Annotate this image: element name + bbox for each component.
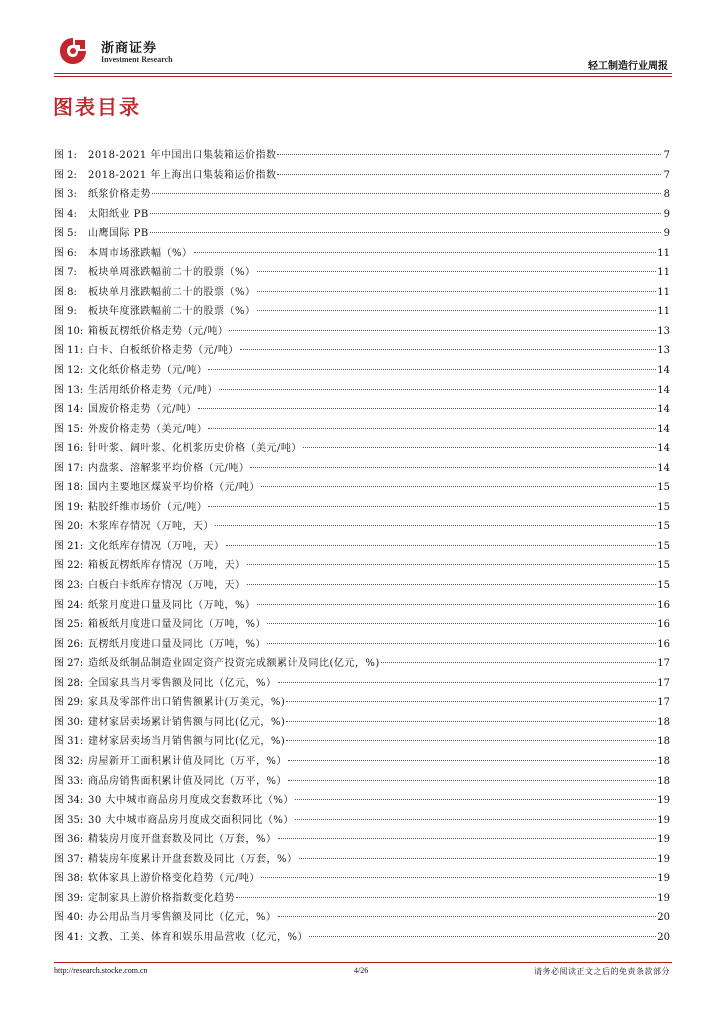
toc-entry-label: 图 7: bbox=[54, 267, 77, 279]
toc-entry[interactable] bbox=[54, 635, 670, 655]
toc-entry-label: 图 28: bbox=[54, 677, 84, 689]
toc-entry[interactable] bbox=[54, 732, 670, 752]
toc-entry-leader bbox=[198, 408, 656, 409]
toc-entry-label: 图 9: bbox=[54, 306, 77, 318]
toc-entry-title: 山鹰国际 PB bbox=[88, 228, 149, 240]
toc-entry-leader bbox=[208, 428, 656, 429]
toc-entry-leader bbox=[295, 819, 656, 820]
toc-entry[interactable] bbox=[54, 263, 670, 283]
toc-entry-leader bbox=[208, 369, 656, 370]
toc-entry-title: 国内主要地区煤炭平均价格（元/吨） bbox=[88, 482, 260, 494]
toc-entry[interactable] bbox=[54, 654, 670, 674]
toc-entry[interactable] bbox=[54, 772, 670, 792]
toc-entry-leader bbox=[299, 858, 657, 859]
toc-entry-page: 17 bbox=[657, 697, 670, 709]
toc-entry-title: 本周市场涨跌幅（%） bbox=[88, 247, 193, 259]
toc-entry-title: 软体家具上游价格变化趋势（元/吨） bbox=[88, 873, 260, 885]
toc-entry-label: 图 19: bbox=[54, 501, 84, 513]
toc-entry-page: 15 bbox=[657, 501, 670, 513]
toc-entry-title: 2018-2021 年中国出口集装箱运价指数 bbox=[88, 150, 277, 161]
toc-entry[interactable] bbox=[54, 830, 670, 850]
toc-entry-page: 18 bbox=[657, 755, 670, 767]
toc-entry-title: 建材家居卖场累计销售额与同比(亿元，%) bbox=[88, 716, 286, 728]
page-header bbox=[54, 34, 670, 74]
toc-entry-label: 图 34: bbox=[54, 795, 84, 807]
toc-entry[interactable] bbox=[54, 928, 670, 948]
company-name-en: Investment Research bbox=[101, 55, 173, 64]
toc-entry-title: 外废价格走势（美元/吨） bbox=[88, 423, 208, 435]
toc-entry-leader bbox=[257, 310, 657, 311]
toc-entry-leader bbox=[150, 213, 661, 214]
toc-entry-label: 图 31: bbox=[54, 736, 84, 748]
toc-entry-page: 13 bbox=[657, 325, 670, 337]
toc-entry-page: 19 bbox=[657, 892, 670, 904]
toc-entry[interactable] bbox=[54, 205, 670, 225]
toc-entry-page: 9 bbox=[663, 208, 670, 220]
toc-entry-label: 图 20: bbox=[54, 521, 84, 533]
toc-entry-label: 图 23: bbox=[54, 580, 84, 592]
toc-entry-leader bbox=[247, 564, 657, 565]
toc-entry-page: 19 bbox=[657, 873, 670, 885]
toc-entry-title: 30 大中城市商品房月度成交套数环比（%） bbox=[88, 795, 294, 807]
toc-entry-label: 图 16: bbox=[54, 443, 84, 455]
toc-entry-page: 20 bbox=[657, 912, 670, 924]
toc-entry-label: 图 12: bbox=[54, 365, 84, 377]
toc-entry-title: 精装房年度累计开盘套数及同比（万套，%） bbox=[88, 853, 298, 865]
toc-entry-title: 内盘浆、溶解浆平均价格（元/吨） bbox=[88, 462, 250, 474]
toc-entry-page: 7 bbox=[663, 150, 670, 161]
toc-entry[interactable] bbox=[54, 244, 670, 264]
toc-entry-leader bbox=[261, 486, 656, 487]
page-number: 4/26 bbox=[354, 966, 369, 975]
section-title: 图表目录 bbox=[53, 95, 141, 119]
toc-entry-title: 办公用品当月零售额及同比（亿元，%） bbox=[88, 912, 277, 924]
toc-entry[interactable] bbox=[54, 693, 670, 713]
toc-entry[interactable] bbox=[54, 381, 670, 401]
toc-entry[interactable] bbox=[54, 400, 670, 420]
toc-entry-page: 14 bbox=[657, 384, 670, 396]
toc-entry-label: 图 25: bbox=[54, 619, 84, 631]
toc-entry-page: 19 bbox=[657, 853, 670, 865]
toc-entry[interactable] bbox=[54, 341, 670, 361]
toc-entry-label: 图 17: bbox=[54, 462, 84, 474]
toc-entry-title: 房屋新开工面积累计值及同比（万平，%） bbox=[88, 755, 288, 767]
toc-entry-page: 19 bbox=[657, 834, 670, 846]
toc-entry-page: 15 bbox=[657, 482, 670, 494]
toc-entry-title: 板块单月涨跌幅前二十的股票（%） bbox=[88, 286, 256, 298]
toc-entry-title: 瓦楞纸月度进口量及同比（万吨，%） bbox=[88, 638, 267, 650]
toc-entry[interactable] bbox=[54, 302, 670, 322]
toc-entry[interactable] bbox=[54, 283, 670, 303]
toc-entry-page: 15 bbox=[657, 540, 670, 552]
toc-entry[interactable] bbox=[54, 478, 670, 498]
toc-entry-leader bbox=[257, 604, 657, 605]
toc-entry-leader bbox=[250, 467, 656, 468]
toc-entry-page: 20 bbox=[657, 931, 670, 943]
toc-entry-leader bbox=[257, 291, 657, 292]
toc-entry-page: 14 bbox=[657, 423, 670, 435]
toc-entry[interactable] bbox=[54, 224, 670, 244]
toc-entry-page: 18 bbox=[657, 716, 670, 728]
toc-entry-label: 图 3: bbox=[54, 189, 77, 201]
toc-entry[interactable] bbox=[54, 556, 670, 576]
toc-entry[interactable] bbox=[54, 615, 670, 635]
toc-entry-label: 图 18: bbox=[54, 482, 84, 494]
toc-entry-label: 图 8: bbox=[54, 286, 77, 298]
toc-entry-label: 图 41: bbox=[54, 931, 84, 943]
toc-entry-page: 8 bbox=[663, 189, 670, 201]
toc-entry-page: 13 bbox=[657, 345, 670, 357]
toc-entry-title: 粘胶纤维市场价（元/吨） bbox=[88, 501, 208, 513]
toc-entry-label: 图 38: bbox=[54, 873, 84, 885]
toc-entry-label: 图 30: bbox=[54, 716, 84, 728]
toc-entry-page: 19 bbox=[657, 814, 670, 826]
toc-entry[interactable] bbox=[54, 361, 670, 381]
toc-entry-page: 14 bbox=[657, 404, 670, 416]
toc-entry[interactable] bbox=[54, 869, 670, 889]
toc-entry-label: 图 39: bbox=[54, 892, 84, 904]
toc-entry-title: 纸浆月度进口量及同比（万吨，%） bbox=[88, 599, 256, 611]
toc-entry-title: 家具及零部件出口销售额累计(万美元，%) bbox=[88, 697, 286, 709]
toc-entry-page: 16 bbox=[657, 599, 670, 611]
toc-entry-title: 箱板纸月度进口量及同比（万吨，%） bbox=[88, 619, 267, 631]
toc-entry-label: 图 35: bbox=[54, 814, 84, 826]
toc-entry-leader bbox=[257, 271, 657, 272]
toc-entry-title: 白板白卡纸库存情况（万吨，天） bbox=[88, 580, 246, 592]
toc-entry-leader bbox=[208, 506, 656, 507]
toc-entry-page: 14 bbox=[657, 443, 670, 455]
toc-entry-label: 图 22: bbox=[54, 560, 84, 572]
toc-entry-title: 针叶浆、阔叶浆、化机浆历史价格（美元/吨） bbox=[88, 443, 302, 455]
toc-entry-title: 国废价格走势（元/吨） bbox=[88, 404, 197, 416]
toc-entry-label: 图 2: bbox=[54, 169, 77, 181]
toc-entry-title: 建材家居卖场当月销售额与同比(亿元，%) bbox=[88, 736, 286, 748]
toc-entry-title: 造纸及纸制品制造业固定资产投资完成额累计及同比(亿元，%) bbox=[88, 658, 380, 670]
toc-entry-title: 板块年度涨跌幅前二十的股票（%） bbox=[88, 306, 256, 318]
toc-entry[interactable] bbox=[54, 850, 670, 870]
toc-entry-label: 图 27: bbox=[54, 658, 84, 670]
header-divider-thin bbox=[54, 76, 672, 77]
toc-entry-leader bbox=[278, 838, 657, 839]
toc-entry-leader bbox=[150, 232, 661, 233]
toc-entry-leader bbox=[286, 740, 656, 741]
toc-entry-label: 图 33: bbox=[54, 775, 84, 787]
toc-entry[interactable] bbox=[54, 537, 670, 557]
toc-entry-page: 17 bbox=[657, 677, 670, 689]
toc-entry-title: 2018-2021 年上海出口集装箱运价指数 bbox=[88, 169, 277, 181]
toc-entry-leader bbox=[240, 349, 656, 350]
toc-entry-label: 图 4: bbox=[54, 208, 77, 220]
toc-entry-leader bbox=[236, 897, 656, 898]
toc-entry[interactable] bbox=[54, 576, 670, 596]
toc-entry-leader bbox=[219, 389, 656, 390]
toc-entry-title: 商品房销售面积累计值及同比（万平，%） bbox=[88, 775, 288, 787]
toc-entry-page: 16 bbox=[657, 638, 670, 650]
toc-entry-label: 图 24: bbox=[54, 599, 84, 611]
toc-entry-page: 11 bbox=[657, 286, 670, 298]
toc-entry-page: 17 bbox=[657, 658, 670, 670]
toc-entry-page: 19 bbox=[657, 795, 670, 807]
toc-entry-leader bbox=[381, 662, 656, 663]
toc-entry[interactable] bbox=[54, 185, 670, 205]
toc-entry-page: 14 bbox=[657, 462, 670, 474]
toc-entry-title: 定制家具上游价格指数变化趋势 bbox=[88, 892, 235, 904]
toc-entry-title: 全国家具当月零售额及同比（亿元，%） bbox=[88, 677, 277, 689]
toc-entry-title: 生活用纸价格走势（元/吨） bbox=[88, 384, 218, 396]
toc-entry[interactable] bbox=[54, 791, 670, 811]
toc-entry-page: 9 bbox=[663, 228, 670, 240]
toc-entry-label: 图 26: bbox=[54, 638, 84, 650]
toc-entry-label: 图 15: bbox=[54, 423, 84, 435]
toc-entry-title: 30 大中城市商品房月度成交面积同比（%） bbox=[88, 814, 294, 826]
toc-entry-label: 图 37: bbox=[54, 853, 84, 865]
report-title: 轻工制造行业周报 bbox=[588, 61, 668, 72]
company-logo bbox=[58, 34, 208, 72]
toc-entry-title: 板块单周涨跌幅前二十的股票（%） bbox=[88, 267, 256, 279]
toc-entry[interactable] bbox=[54, 498, 670, 518]
toc-entry-leader bbox=[226, 545, 657, 546]
toc-entry-page: 15 bbox=[657, 560, 670, 572]
toc-entry[interactable] bbox=[54, 811, 670, 831]
toc-entry-page: 15 bbox=[657, 580, 670, 592]
toc-entry-label: 图 29: bbox=[54, 697, 84, 709]
toc-entry-leader bbox=[267, 643, 656, 644]
page-footer bbox=[54, 966, 670, 980]
toc-entry-title: 木浆库存情况（万吨，天） bbox=[88, 521, 214, 533]
toc-entry-leader bbox=[229, 330, 656, 331]
toc-entry-label: 图 40: bbox=[54, 912, 84, 924]
toc-entry-label: 图 21: bbox=[54, 540, 84, 552]
toc-entry-page: 18 bbox=[657, 775, 670, 787]
toc-entry-leader bbox=[288, 760, 656, 761]
toc-entry-label: 图 1: bbox=[54, 150, 77, 161]
toc-entry-title: 精装房月度开盘套数及同比（万套，%） bbox=[88, 834, 277, 846]
figure-list bbox=[54, 146, 670, 947]
footer-disclaimer: 请务必阅读正文之后的免责条款部分 bbox=[534, 967, 670, 976]
toc-entry-page: 18 bbox=[657, 736, 670, 748]
toc-entry-leader bbox=[247, 584, 657, 585]
toc-entry-page: 16 bbox=[657, 619, 670, 631]
toc-entry[interactable] bbox=[54, 420, 670, 440]
footer-url-link[interactable]: http://research.stocke.com.cn bbox=[54, 966, 148, 975]
toc-entry-label: 图 32: bbox=[54, 755, 84, 767]
toc-entry-title: 箱板瓦楞纸价格走势（元/吨） bbox=[88, 325, 229, 337]
toc-entry-label: 图 36: bbox=[54, 834, 84, 846]
toc-entry-leader bbox=[277, 174, 661, 175]
toc-entry-label: 图 10: bbox=[54, 325, 84, 337]
toc-entry-label: 图 6: bbox=[54, 247, 77, 259]
toc-entry-leader bbox=[303, 447, 656, 448]
toc-entry-page: 15 bbox=[657, 521, 670, 533]
toc-entry-leader bbox=[267, 623, 656, 624]
toc-entry-title: 纸浆价格走势 bbox=[88, 189, 151, 201]
toc-entry-label: 图 14: bbox=[54, 404, 84, 416]
toc-entry-label: 图 13: bbox=[54, 384, 84, 396]
toc-entry[interactable] bbox=[54, 439, 670, 459]
toc-entry-leader bbox=[286, 721, 656, 722]
toc-entry[interactable] bbox=[54, 166, 670, 186]
toc-entry[interactable] bbox=[54, 674, 670, 694]
toc-entry[interactable] bbox=[54, 752, 670, 772]
toc-entry-leader bbox=[288, 780, 656, 781]
toc-entry-leader bbox=[194, 252, 657, 253]
toc-entry[interactable] bbox=[54, 459, 670, 479]
toc-entry-title: 白卡、白板纸价格走势（元/吨） bbox=[88, 345, 239, 357]
toc-entry-leader bbox=[277, 154, 661, 155]
toc-entry-leader bbox=[309, 936, 656, 937]
toc-entry[interactable] bbox=[54, 596, 670, 616]
toc-entry[interactable] bbox=[54, 517, 670, 537]
toc-entry-page: 11 bbox=[657, 267, 670, 279]
toc-entry-leader bbox=[286, 701, 656, 702]
toc-entry-title: 太阳纸业 PB bbox=[88, 208, 149, 220]
toc-entry-leader bbox=[278, 916, 657, 917]
toc-entry-page: 11 bbox=[657, 247, 670, 259]
toc-entry-leader bbox=[152, 193, 661, 194]
company-logo-icon bbox=[58, 36, 88, 66]
toc-entry-page: 14 bbox=[657, 365, 670, 377]
toc-entry-page: 7 bbox=[663, 169, 670, 181]
toc-entry-leader bbox=[215, 525, 656, 526]
toc-entry-title: 文教、工美、体育和娱乐用品营收（亿元，%） bbox=[88, 931, 309, 943]
toc-entry[interactable] bbox=[54, 908, 670, 928]
toc-entry[interactable] bbox=[54, 322, 670, 342]
toc-entry-title: 文化纸价格走势（元/吨） bbox=[88, 365, 208, 377]
toc-entry[interactable] bbox=[54, 889, 670, 909]
toc-entry-page: 11 bbox=[657, 306, 670, 318]
toc-entry[interactable] bbox=[54, 713, 670, 733]
toc-entry-leader bbox=[278, 682, 657, 683]
toc-entry-title: 文化纸库存情况（万吨，天） bbox=[88, 540, 225, 552]
header-divider bbox=[54, 73, 672, 74]
toc-entry[interactable] bbox=[54, 146, 670, 166]
toc-entry-leader bbox=[295, 799, 656, 800]
toc-entry-label: 图 5: bbox=[54, 228, 77, 240]
toc-entry-title: 箱板瓦楞纸库存情况（万吨，天） bbox=[88, 560, 246, 572]
company-name-cn: 浙商证券 bbox=[101, 41, 158, 56]
footer-divider bbox=[54, 962, 672, 963]
toc-entry-label: 图 11: bbox=[54, 345, 84, 357]
toc-entry-leader bbox=[261, 877, 656, 878]
